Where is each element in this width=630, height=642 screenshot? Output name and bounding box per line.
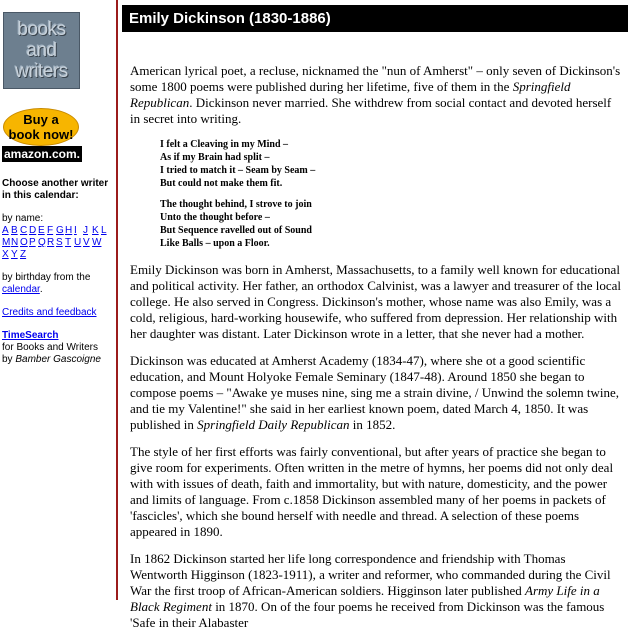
poem-stanza-2 xyxy=(160,198,622,250)
letter-index-row-3 xyxy=(2,249,116,261)
timesearch-link[interactable]: TimeSearch xyxy=(2,330,59,341)
poem-line: I tried to match it – Seam by Seam – xyxy=(160,165,316,176)
letter-link-j[interactable]: J xyxy=(83,225,88,236)
choose-heading xyxy=(2,178,116,202)
birth-paragraph: Emily Dickinson was born in Amherst, Massachusetts, to a family well known for educational and political activity. Her father, an orthodox Calvinist, was a lawyer and treasurer of the local college. He also served in Congress. Dickinson's mother, whose name was also Emily, was a cold, religious, hard-working housewife, who suffered from depression. Her relationship with her daughter was distant. Later Dickinson wrote in a letter, that she never had a mother. xyxy=(130,262,622,341)
poem-line: Unto the thought before – xyxy=(160,212,270,223)
poem-line: Like Balls – upon a Floor. xyxy=(160,238,270,249)
correspondence-italic: Army Life in a Black Regiment xyxy=(130,583,600,614)
buy-badge-line-1: Buy a xyxy=(23,112,59,127)
letter-link-t[interactable]: T xyxy=(65,237,72,248)
by-birthday-label: by birthday from the xyxy=(2,272,91,283)
letter-link-b[interactable]: B xyxy=(11,225,18,236)
buy-badge-line-2: book now! xyxy=(8,127,74,142)
choose-heading-text: Choose another writer in this calendar: xyxy=(2,178,109,201)
letter-link-r[interactable]: R xyxy=(47,237,55,248)
calendar-period: . xyxy=(39,284,43,295)
poem-quote xyxy=(160,138,622,250)
letter-link-y[interactable]: Y xyxy=(11,249,18,260)
letter-link-n[interactable]: N xyxy=(11,237,19,248)
letter-link-c[interactable]: C xyxy=(20,225,28,236)
letter-link-e[interactable]: E xyxy=(38,225,45,236)
education-paragraph xyxy=(130,353,622,433)
correspondence-paragraph xyxy=(130,551,622,631)
intro-tail: . Dickinson never married. She withdrew from social contact and devoted herself in secret into writing. xyxy=(130,95,612,126)
style-paragraph: The style of her first efforts was fairly conventional, but after years of practice she began to give room for experiments. Often written in the metre of hymns, her poems did not only deal with with issues of death, faith and immortality, but with nature, domesticity, and the power and limits of language. From c.1858 Dickinson assembled many of her poems in packets of 'fascicles', which she bound herself with needle and thread. A selection of these poems appeared in 1890. xyxy=(130,444,614,539)
timesearch-block xyxy=(2,330,116,366)
letter-link-p[interactable]: P xyxy=(29,237,36,248)
intro-paragraph xyxy=(130,63,622,127)
credits-feedback-link[interactable]: Credits and feedback xyxy=(2,307,97,318)
letter-link-f[interactable]: F xyxy=(47,225,54,236)
by-name-label: by name: xyxy=(2,213,44,224)
letter-link-x[interactable]: X xyxy=(2,249,9,260)
amazon-buy-button[interactable] xyxy=(2,108,82,162)
education-italic: Springfield Daily Republican xyxy=(197,417,350,432)
letter-link-i[interactable]: I xyxy=(74,225,77,236)
correspondence-tail: in 1870. On of the four poems he received from Dickinson was the famous 'Safe in their Alabaster xyxy=(130,599,605,630)
page-title: Emily Dickinson (1830-1886) xyxy=(129,10,331,27)
letter-link-w[interactable]: W xyxy=(92,237,102,248)
logo-line-3: writers xyxy=(15,61,68,82)
correspondence-text: In 1862 Dickinson started her life long correspondence and friendship with Thomas Wentworth Higginson (1823-1911), a writer and reformer, who commanded during the Civil War the first troop of African-American soldiers. Higginson later published xyxy=(130,551,611,598)
poem-line: But could not make them fit. xyxy=(160,178,283,189)
title-bar xyxy=(122,5,628,32)
letter-link-g[interactable]: G xyxy=(56,225,64,236)
letter-index-row-2 xyxy=(2,237,116,249)
logo-line-1: books xyxy=(17,19,66,40)
intro-text: American lyrical poet, a recluse, nicknamed the "nun of Amherst" – only seven of Dickinson's some 1800 poems were published during her lifetime, five of them in the xyxy=(130,63,621,94)
poem-line: But Sequence ravelled out of Sound xyxy=(160,225,312,236)
letter-link-s[interactable]: S xyxy=(56,237,63,248)
letter-link-a[interactable]: A xyxy=(2,225,9,236)
letter-link-m[interactable]: M xyxy=(2,237,11,248)
sidebar xyxy=(0,0,116,600)
poem-line: The thought behind, I strove to join xyxy=(160,199,312,210)
letter-index-row-1 xyxy=(2,225,116,237)
letter-link-z[interactable]: Z xyxy=(20,249,27,260)
letter-link-v[interactable]: V xyxy=(83,237,90,248)
calendar-link[interactable]: calendar xyxy=(2,284,40,295)
poem-stanza-1 xyxy=(160,138,622,190)
intro-italic: Springfield Republican xyxy=(130,79,571,110)
buy-badge xyxy=(3,108,79,146)
timesearch-subtitle: for Books and Writers xyxy=(2,342,98,353)
article-body xyxy=(130,63,622,642)
timesearch-author: Bamber Gascoigne xyxy=(15,354,101,365)
logo-line-2: and xyxy=(26,40,57,61)
education-tail: in 1852. xyxy=(349,417,396,432)
credits-block xyxy=(2,307,116,319)
poem-line: I felt a Cleaving in my Mind – xyxy=(160,139,289,150)
poem-line: As if my Brain had split – xyxy=(160,152,270,163)
letter-link-u[interactable]: U xyxy=(74,237,82,248)
letter-link-h[interactable]: H xyxy=(65,225,73,236)
letter-link-k[interactable]: K xyxy=(92,225,99,236)
sidebar-divider xyxy=(116,0,118,600)
letter-link-q[interactable]: Q xyxy=(38,237,46,248)
timesearch-by: by xyxy=(2,354,13,365)
by-birthday-block xyxy=(2,272,116,296)
amazon-wordmark: amazon.com. xyxy=(3,147,81,161)
letter-link-l[interactable]: L xyxy=(101,225,107,236)
books-and-writers-logo[interactable] xyxy=(3,12,80,89)
letter-link-d[interactable]: D xyxy=(29,225,37,236)
letter-link-o[interactable]: O xyxy=(20,237,28,248)
education-text: Dickinson was educated at Amherst Academy (1834-47), where she ot a good scientific education, and Mount Holyoke Female Seminary (1847-48). Around 1850 she began to compose poems – "Awake ye muses nine, sing me a strain divine, / Unwind the solemn twine, and tie my Valentine!" she said in her earliest known poem, dated March 4, 1850. It was published in xyxy=(130,353,619,432)
